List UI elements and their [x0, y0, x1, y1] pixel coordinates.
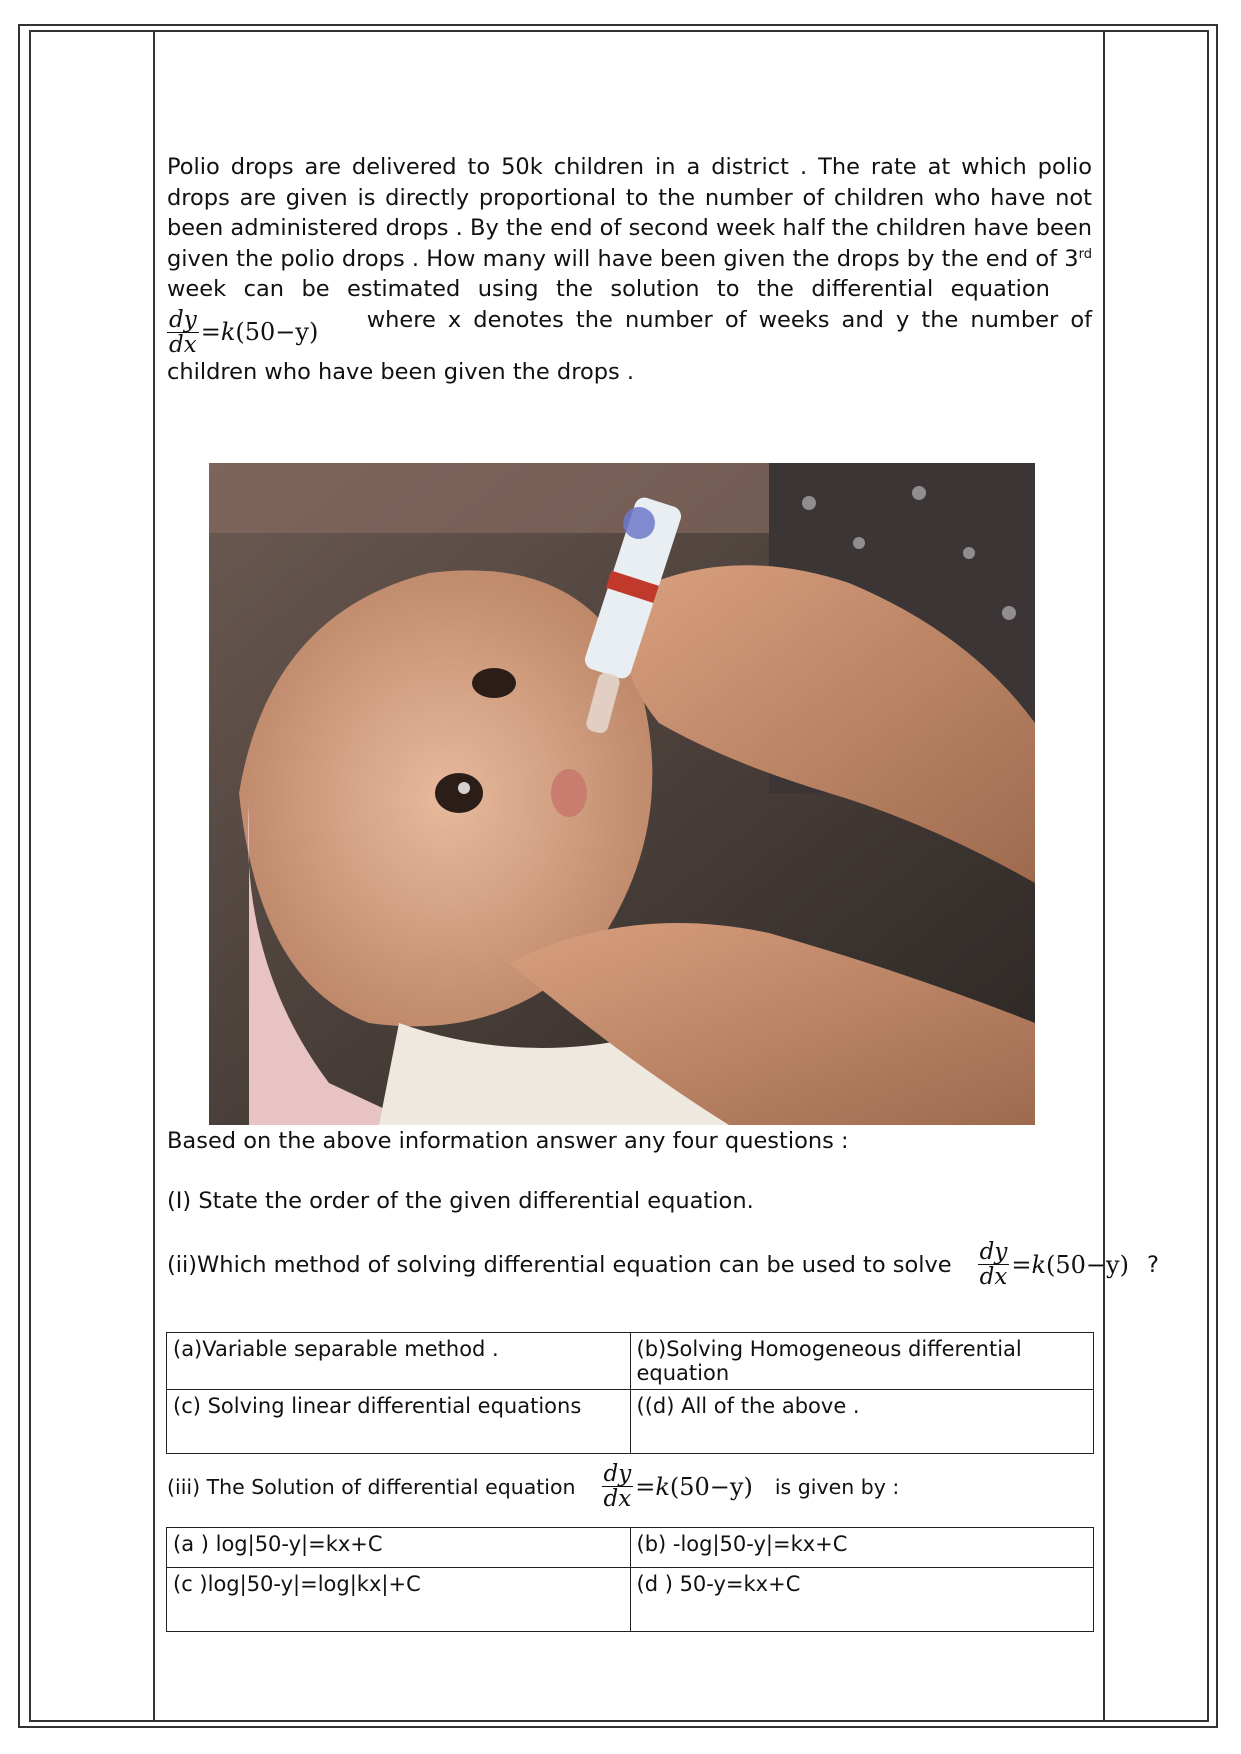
equation-rhs-inner: (50−y): [1046, 1250, 1129, 1279]
right-column-line: [1103, 30, 1105, 1722]
equation-denominator: dx: [169, 331, 197, 358]
table-row: [167, 1568, 1094, 1632]
equation-denominator: dx: [979, 1264, 1008, 1290]
equation-fraction: [978, 1240, 1010, 1289]
equation-numerator: dy: [169, 306, 197, 333]
equation-rhs-prefix: =k: [635, 1472, 670, 1501]
passage: [167, 152, 1092, 387]
left-column-line: [153, 30, 155, 1722]
equation-numerator: dy: [603, 1461, 632, 1487]
option-b: (b) -log|50-y|=kx+C: [630, 1528, 1094, 1568]
option-c: (c) Solving linear differential equations: [167, 1390, 631, 1454]
option-a: (a ) log|50-y|=kx+C: [167, 1528, 631, 1568]
equation-fraction: [167, 308, 199, 357]
question-2-options: [166, 1332, 1094, 1454]
differential-equation: [167, 308, 318, 357]
instructions: Based on the above information answer any four questions :: [167, 1128, 849, 1154]
table-row: [167, 1333, 1094, 1390]
option-d: ((d) All of the above .: [630, 1390, 1094, 1454]
superscript-rd: rd: [1078, 246, 1092, 262]
question-2-suffix: ?: [1146, 1251, 1159, 1278]
question-3: [167, 1462, 899, 1511]
option-d: (d ) 50-y=kx+C: [630, 1568, 1094, 1632]
question-3-suffix: is given by :: [774, 1474, 900, 1499]
question-3-options: [166, 1527, 1094, 1632]
option-a: (a)Variable separable method .: [167, 1333, 631, 1390]
polio-drop-photo: [209, 463, 1035, 1125]
passage-text-1: Polio drops are delivered to 50k children in a district . The rate at which polio drops are given is directly proportional to the number of children who have not been administered drops . By the end of second week half the children have been given the polio drops . How many will have been given the drops by the end of 3: [167, 154, 1092, 272]
option-c: (c )log|50-y|=log|kx|+C: [167, 1568, 631, 1632]
question-1: (I) State the order of the given differential equation.: [167, 1188, 754, 1214]
equation-rhs-inner: (50−y): [669, 1472, 753, 1501]
question-2: [167, 1240, 1159, 1289]
differential-equation: [602, 1462, 753, 1511]
option-b: (b)Solving Homogeneous differential equation: [630, 1333, 1094, 1390]
table-row: [167, 1390, 1094, 1454]
equation-rhs-prefix: =k: [200, 317, 236, 346]
differential-equation: [978, 1240, 1129, 1289]
passage-text-2: week can be estimated using the solution to the differential equation: [167, 276, 1050, 302]
question-3-text: (iii) The Solution of differential equation: [167, 1474, 576, 1499]
equation-fraction: [602, 1462, 634, 1511]
question-2-text: (ii)Which method of solving differential equation can be used to solve: [167, 1251, 952, 1278]
table-row: [167, 1528, 1094, 1568]
passage-text-3: where x denotes the number of weeks and y the number of children who have been given the drops .: [167, 306, 1093, 385]
equation-rhs-inner: (50−y): [235, 317, 319, 346]
equation-denominator: dx: [603, 1486, 632, 1512]
equation-numerator: dy: [979, 1239, 1008, 1265]
equation-rhs-prefix: =k: [1011, 1250, 1047, 1279]
